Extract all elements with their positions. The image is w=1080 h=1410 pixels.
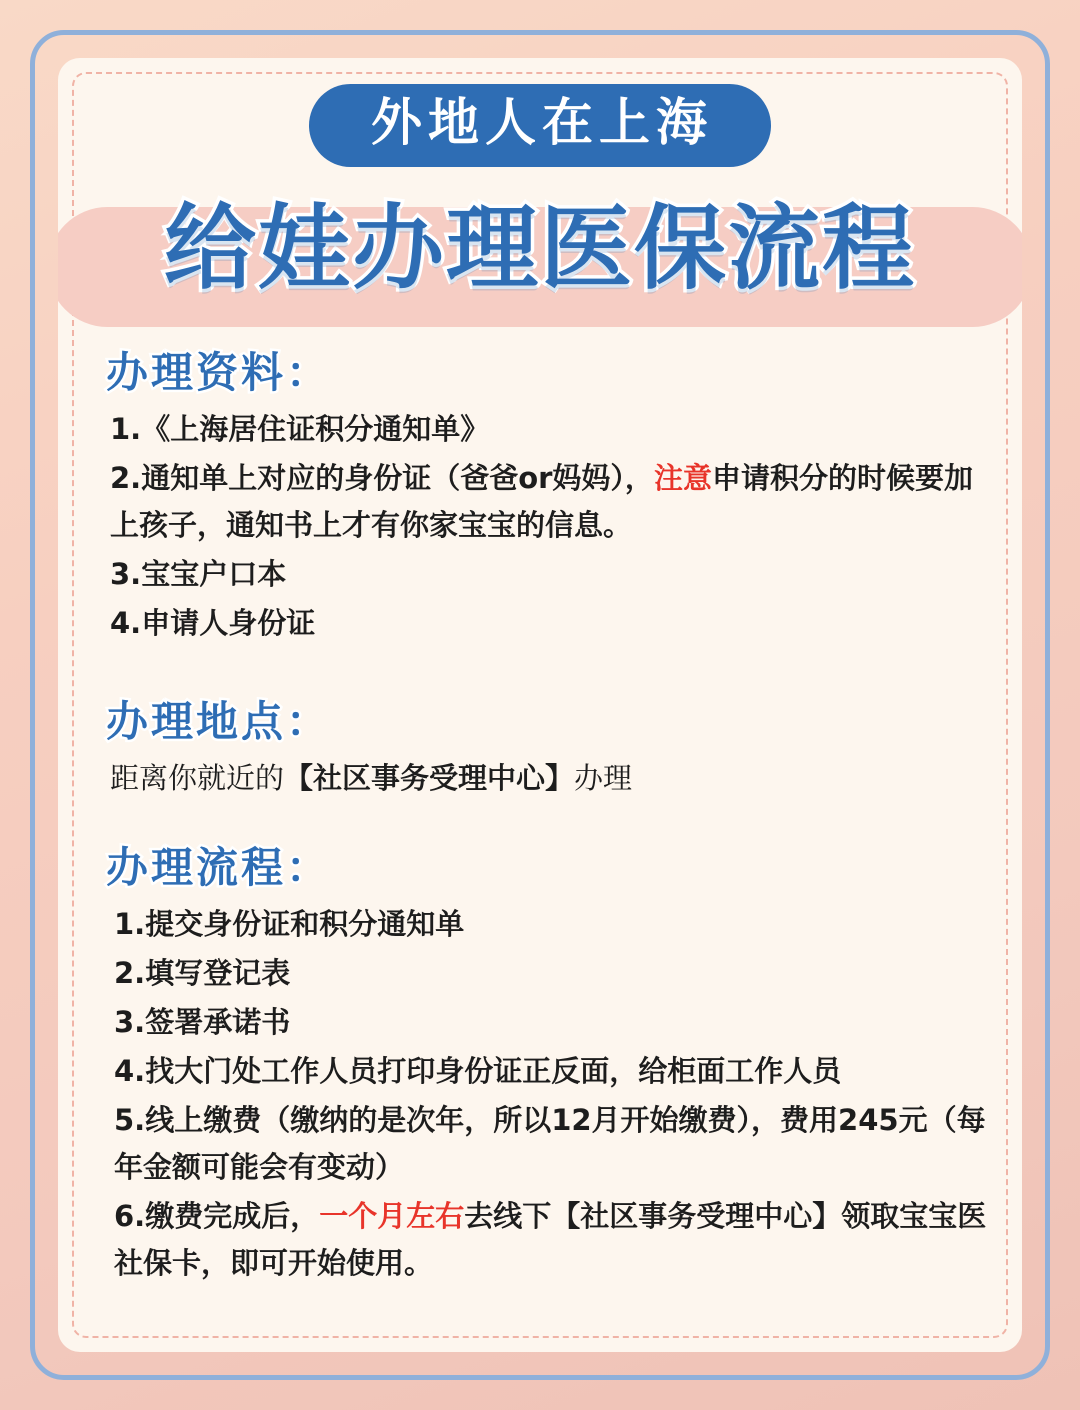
list-item-number: 5.: [114, 1103, 146, 1138]
list-item-number: 2.: [114, 956, 146, 991]
list-item-text: 签署承诺书: [145, 1005, 291, 1040]
location-text: [110, 755, 988, 801]
list-item-text: 宝宝户口本: [141, 556, 287, 591]
location-text-bold: 【社区事务受理中心】: [284, 760, 575, 795]
list-item-text: 申请人身份证: [141, 605, 316, 640]
list-item: [114, 1097, 988, 1191]
list-item-number: 4.: [110, 605, 142, 640]
list-item-number: 4.: [114, 1054, 146, 1089]
section-process: [92, 835, 988, 1287]
page-title: 给娃办理医保流程: [163, 195, 917, 302]
list-item-text: 缴费完成后，: [145, 1199, 320, 1234]
section-process-heading: 办理流程：: [106, 843, 332, 893]
list-item-text: 找大门处工作人员打印身份证正反面，给柜面工作人员: [145, 1054, 842, 1089]
list-item-bold: 【社区事务受理中心】: [551, 1199, 842, 1234]
list-item: [114, 1048, 988, 1095]
list-item-text-post: 领取宝宝医社保卡，即可开始使用。: [114, 1199, 987, 1281]
location-text-pre: 距离你就近的: [110, 760, 285, 795]
list-item-number: 2.: [110, 460, 142, 495]
list-item: [114, 1193, 988, 1287]
list-item-highlight: 一个月左右: [319, 1199, 465, 1234]
list-item: [114, 950, 988, 997]
badge-row: [92, 84, 988, 167]
list-item: [110, 551, 988, 598]
content-area: [58, 58, 1022, 1352]
list-item-text: 通知单上对应的身份证（爸爸or妈妈），: [141, 460, 654, 495]
list-item: [110, 406, 988, 453]
section-location-heading: 办理地点：: [106, 696, 332, 746]
list-item-number: 6.: [114, 1199, 146, 1234]
list-item-text-mid: 去线下: [464, 1199, 552, 1234]
list-item-text: 《上海居住证积分通知单》: [141, 412, 490, 446]
list-item-number: 3.: [110, 556, 142, 591]
list-item-number: 1.: [110, 412, 142, 446]
location-text-post: 办理: [574, 760, 633, 795]
list-item-text: 提交身份证和积分通知单: [145, 907, 465, 942]
list-item: [110, 600, 988, 647]
title-block: [92, 185, 988, 330]
section-materials: [92, 340, 988, 647]
list-item-text-cont: 申请积分的时候要加上孩子，通知书上才有你家宝宝的信息。: [110, 460, 973, 542]
list-item-text: 填写登记表: [145, 956, 291, 991]
list-item: [114, 999, 988, 1046]
list-item-number: 3.: [114, 1005, 146, 1040]
list-item: [110, 455, 988, 549]
header-badge: 外地人在上海: [309, 84, 771, 167]
list-item: [114, 901, 988, 948]
list-item-text: 线上缴费（缴纳的是次年，所以12月开始缴费），费用245元（每年金额可能会有变动）: [114, 1103, 986, 1185]
content-card: [58, 58, 1022, 1352]
section-location: [92, 689, 988, 801]
list-item-number: 1.: [114, 907, 146, 942]
section-materials-heading: 办理资料：: [106, 348, 332, 397]
list-item-highlight: 注意: [653, 460, 712, 495]
